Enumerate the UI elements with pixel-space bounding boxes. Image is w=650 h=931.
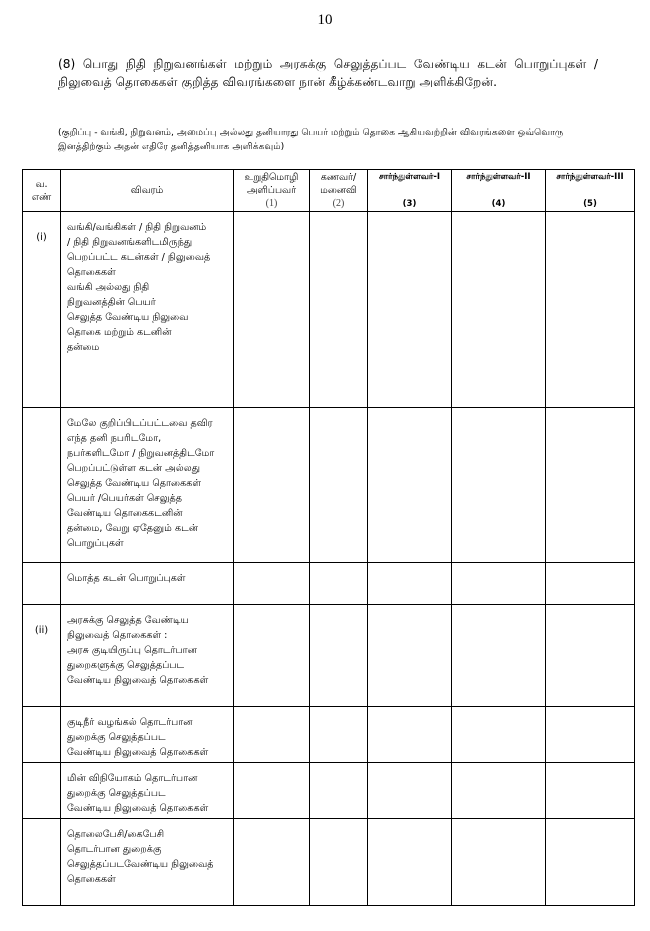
description-line: அரசு குடியிருப்பு தொடர்பான (67, 645, 197, 656)
row-serial: (ii) (23, 605, 61, 707)
instruction-note: (குறிப்பு - வங்கி, நிறுவனம், அமைப்பு அல்லது தனியாரது பெயர் மற்றும் தொகை ஆகியவற்றின் விவரங்களை ஒவ்வொரு இனத்திற்கும் அதன் எதிரே தனித்தனியாக அளிக்கவும்) (58, 127, 564, 152)
header-dependent-3: சார்ந்துள்ளவர்-III (5) (546, 170, 635, 212)
row-description (61, 707, 234, 763)
declarant-cell[interactable] (234, 408, 310, 563)
row-serial (23, 563, 61, 605)
declarant-cell[interactable] (234, 707, 310, 763)
dependent-2-cell[interactable] (452, 819, 546, 906)
description-line: குடிநீர் வழங்கல் தொடர்பான (67, 717, 193, 728)
description-line: பெயர் /பெயர்கள் செலுத்த (67, 493, 182, 504)
row-description (61, 605, 234, 707)
dependent-3-cell[interactable] (546, 707, 635, 763)
dependent-2-cell[interactable] (452, 763, 546, 819)
description-line: நிலுவைத் தொகைகள் : (67, 630, 168, 641)
header-details: விவரம் (61, 170, 234, 212)
description-line: தன்மை (67, 342, 100, 353)
dependent-2-cell[interactable] (452, 605, 546, 707)
declarant-cell[interactable] (234, 563, 310, 605)
header-dependent-2: சார்ந்துள்ளவர்-II (4) (452, 170, 546, 212)
spouse-cell[interactable] (310, 212, 368, 408)
table-row (23, 563, 635, 605)
description-line: செலுத்தப்படவேண்டிய நிலுவைத் (67, 859, 214, 870)
row-serial (23, 819, 61, 906)
description-line: அரசுக்கு செலுத்த வேண்டிய (67, 615, 189, 626)
description-line: தன்மை, வேறு ஏதேனும் கடன் (67, 523, 199, 534)
header-dependent-1: சார்ந்துள்ளவர்-I (3) (368, 170, 452, 212)
spouse-cell[interactable] (310, 563, 368, 605)
header-row (23, 170, 635, 212)
row-description (61, 408, 234, 563)
description-line: வேண்டிய தொகைகடனின் (67, 508, 183, 519)
description-line: செலுத்த வேண்டிய நிலுவை (67, 312, 189, 323)
description-line: துறைக்கு செலுத்தப்பட (67, 732, 166, 743)
declarant-cell[interactable] (234, 819, 310, 906)
row-serial (23, 408, 61, 563)
header-spouse: கணவர்/ மனைவி (2) (310, 170, 368, 212)
page-number: 10 (317, 12, 333, 28)
section-heading: (8) பொது நிதி நிறுவனங்கள் மற்றும் அரசுக்கு செலுத்தப்பட வேண்டிய கடன் பொறுப்புகள் / நிலுவைத் தொகைகள் குறித்த விவரங்களை நான் கீழ்க்கண்டவாறு அளிக்கிறேன். (58, 57, 598, 89)
dependent-2-cell[interactable] (452, 408, 546, 563)
spouse-cell[interactable] (310, 707, 368, 763)
spouse-cell[interactable] (310, 763, 368, 819)
liabilities-table (22, 169, 635, 906)
description-line: நபர்களிடமோ / நிறுவனத்திடமோ (67, 448, 215, 459)
header-declarant: உறுதிமொழி அளிப்பவர் (1) (234, 170, 310, 212)
spouse-cell[interactable] (310, 408, 368, 563)
description-line: தொடர்பான துறைக்கு (67, 844, 162, 855)
description-line: செலுத்த வேண்டிய தொகைகள் (67, 478, 202, 489)
dependent-2-cell[interactable] (452, 707, 546, 763)
table-row (23, 212, 635, 408)
description-line: வங்கி அல்லது நிதி (67, 282, 150, 293)
table-row (23, 408, 635, 563)
dependent-3-cell[interactable] (546, 212, 635, 408)
dependent-3-cell[interactable] (546, 563, 635, 605)
dependent-1-cell[interactable] (368, 763, 452, 819)
spouse-cell[interactable] (310, 819, 368, 906)
row-description (61, 819, 234, 906)
description-line: தொலைபேசி/கைபேசி (67, 829, 165, 840)
description-line: நிறுவனத்தின் பெயர் (67, 297, 156, 308)
description-line: துறைக்கு செலுத்தப்பட (67, 788, 166, 799)
description-line: தொகைகள் (67, 874, 116, 885)
description-line: துறைகளுக்கு செலுத்தப்பட (67, 660, 185, 671)
declarant-cell[interactable] (234, 763, 310, 819)
declarant-cell[interactable] (234, 605, 310, 707)
dependent-3-cell[interactable] (546, 408, 635, 563)
dependent-1-cell[interactable] (368, 212, 452, 408)
spouse-cell[interactable] (310, 605, 368, 707)
table-row (23, 707, 635, 763)
description-line: / நிதி நிறுவனங்களிடமிருந்து (67, 237, 193, 248)
dependent-1-cell[interactable] (368, 707, 452, 763)
header-serial: வ. எண் (23, 170, 61, 212)
row-description (61, 563, 234, 605)
dependent-3-cell[interactable] (546, 605, 635, 707)
dependent-1-cell[interactable] (368, 605, 452, 707)
description-line: வேண்டிய நிலுவைத் தொகைகள் (67, 803, 209, 814)
dependent-2-cell[interactable] (452, 212, 546, 408)
description-line: தொகைகள் (67, 267, 116, 278)
description-line: பொறுப்புகள் (67, 538, 124, 549)
table-row (23, 605, 635, 707)
description-line: வங்கி/வங்கிகள் / நிதி நிறுவனம் (67, 222, 207, 233)
description-line: மொத்த கடன் பொறுப்புகள் (67, 573, 186, 584)
dependent-1-cell[interactable] (368, 563, 452, 605)
dependent-3-cell[interactable] (546, 763, 635, 819)
row-description (61, 212, 234, 408)
declarant-cell[interactable] (234, 212, 310, 408)
dependent-1-cell[interactable] (368, 819, 452, 906)
table-row (23, 819, 635, 906)
row-serial (23, 707, 61, 763)
description-line: வேண்டிய நிலுவைத் தொகைகள் (67, 675, 209, 686)
dependent-1-cell[interactable] (368, 408, 452, 563)
description-line: வேண்டிய நிலுவைத் தொகைகள் (67, 747, 209, 758)
row-serial (23, 763, 61, 819)
row-serial: (i) (23, 212, 61, 408)
row-description (61, 763, 234, 819)
table-row (23, 763, 635, 819)
description-line: எந்த தனி நபரிடமோ, (67, 433, 162, 444)
description-line: மின் விநியோகம் தொடர்பான (67, 773, 198, 784)
description-line: பெறப்பட்டுள்ள கடன் அல்லது (67, 463, 201, 474)
dependent-2-cell[interactable] (452, 563, 546, 605)
description-line: பெறப்பட்ட கடன்கள் / நிலுவைத் (67, 252, 211, 263)
description-line: மேலே குறிப்பிடப்பட்டவை தவிர (67, 418, 213, 429)
dependent-3-cell[interactable] (546, 819, 635, 906)
description-line: தொகை மற்றும் கடனின் (67, 327, 172, 338)
